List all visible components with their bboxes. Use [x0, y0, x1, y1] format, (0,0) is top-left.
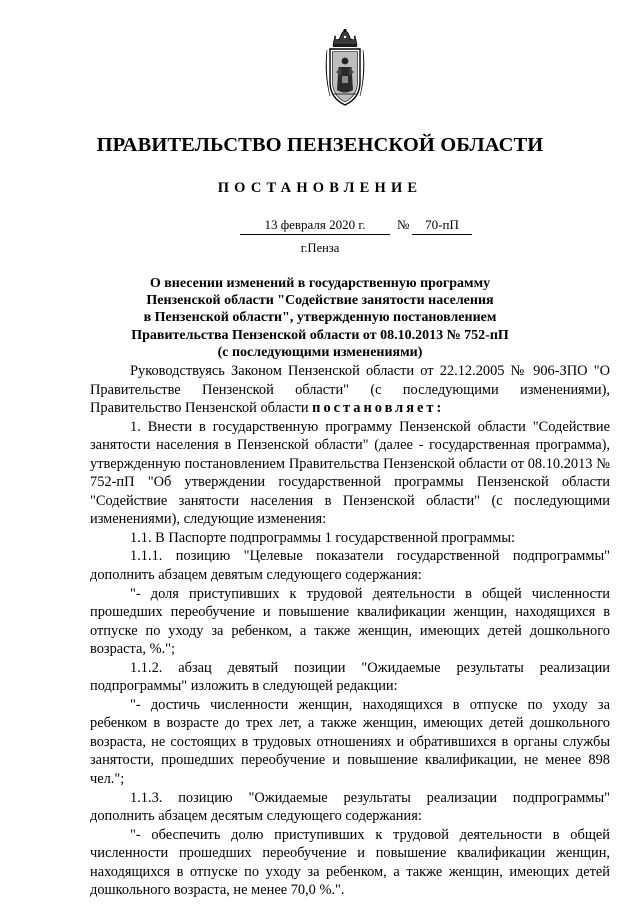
heading-line: Пензенской области "Содействие занятости населения [146, 293, 494, 309]
heading-line: (с последующими изменениями) [217, 344, 423, 360]
body-paragraph: "- обеспечить долю приступивших к трудовой деятельности в общей численности прошедших переобучение и повышение квалификации женщин, находящихся в отпуске по уходу за ребенком, а также женщин, имеющих детей дошкольного возраста, не менее 70,0 %.". [90, 826, 610, 899]
document-number: 70-пП [412, 217, 472, 235]
body-paragraph: 1. Внести в государственную программу Пензенской области "Содействие занятости населения в Пензенской области" (далее - государственная программа), утвержденную постановлением Правительства Пензенской области от 08.10.2013 № 752-пП "Об утверждении государственной программы Пензенской области "Содействие занятости населения в Пензенской области" (с последующими изменениями), следующие изменения: [90, 418, 610, 528]
heading-line: О внесении изменений в государственную программу [149, 276, 491, 291]
intro-paragraph [90, 362, 610, 418]
city: г.Пенза [300, 241, 340, 255]
intro-text: Руководствуясь Законом Пензенской области от 22.12.2005 № 906-ЗПО "О Правительстве Пензенской области" (с последующими изменениями), Правительство Пензенской области [90, 363, 610, 417]
document-date: 13 февраля 2020 г. [240, 217, 390, 235]
body-paragraph: 1.1.2. абзац девятый позиции "Ожидаемые результаты реализации подпрограммы" изложить в следующей редакции: [90, 659, 610, 695]
document-body [90, 362, 610, 900]
heading-line: в Пензенской области", утвержденную постановлением [143, 310, 497, 326]
body-paragraph: 1.1.1. позицию "Целевые показатели государственной подпрограммы" дополнить абзацем девятым следующего содержания: [90, 548, 610, 584]
body-paragraph: "- доля приступивших к трудовой деятельности в общей численности прошедших переобучение и повышение квалификации женщин, находящихся в отпуске по уходу за ребенком, а также женщин, имеющих детей дошкольного возраста, %."; [90, 585, 610, 658]
document-heading [100, 275, 540, 361]
body-paragraph: 1.1.3. позицию "Ожидаемые результаты реализации подпрограммы" дополнить абзацем десятым следующего содержания: [90, 789, 610, 825]
document-type: ПОСТАНОВЛЕНИЕ [217, 180, 423, 196]
government-title: ПРАВИТЕЛЬСТВО ПЕНЗЕНСКОЙ ОБЛАСТИ [96, 134, 544, 156]
body-paragraph: 1.1. В Паспорте подпрограммы 1 государственной программы: [130, 529, 515, 546]
date-number-line [240, 217, 480, 235]
heading-line: Правительства Пензенской области от 08.10.2013 № 752-пП [131, 327, 509, 343]
coat-of-arms-icon [322, 28, 368, 108]
decree-word: постановляет: [312, 400, 445, 417]
number-sign: № [397, 217, 410, 232]
body-paragraph: "- достичь численности женщин, находящихся в отпуске по уходу за ребенком в возрасте до трех лет, а также женщин, имеющих детей дошкольного возраста, не состоящих в трудовых отношениях и обратившихся в органы службы занятости, прошедших переобучение и повышение квалификации, не менее 898 чел."; [90, 696, 610, 788]
